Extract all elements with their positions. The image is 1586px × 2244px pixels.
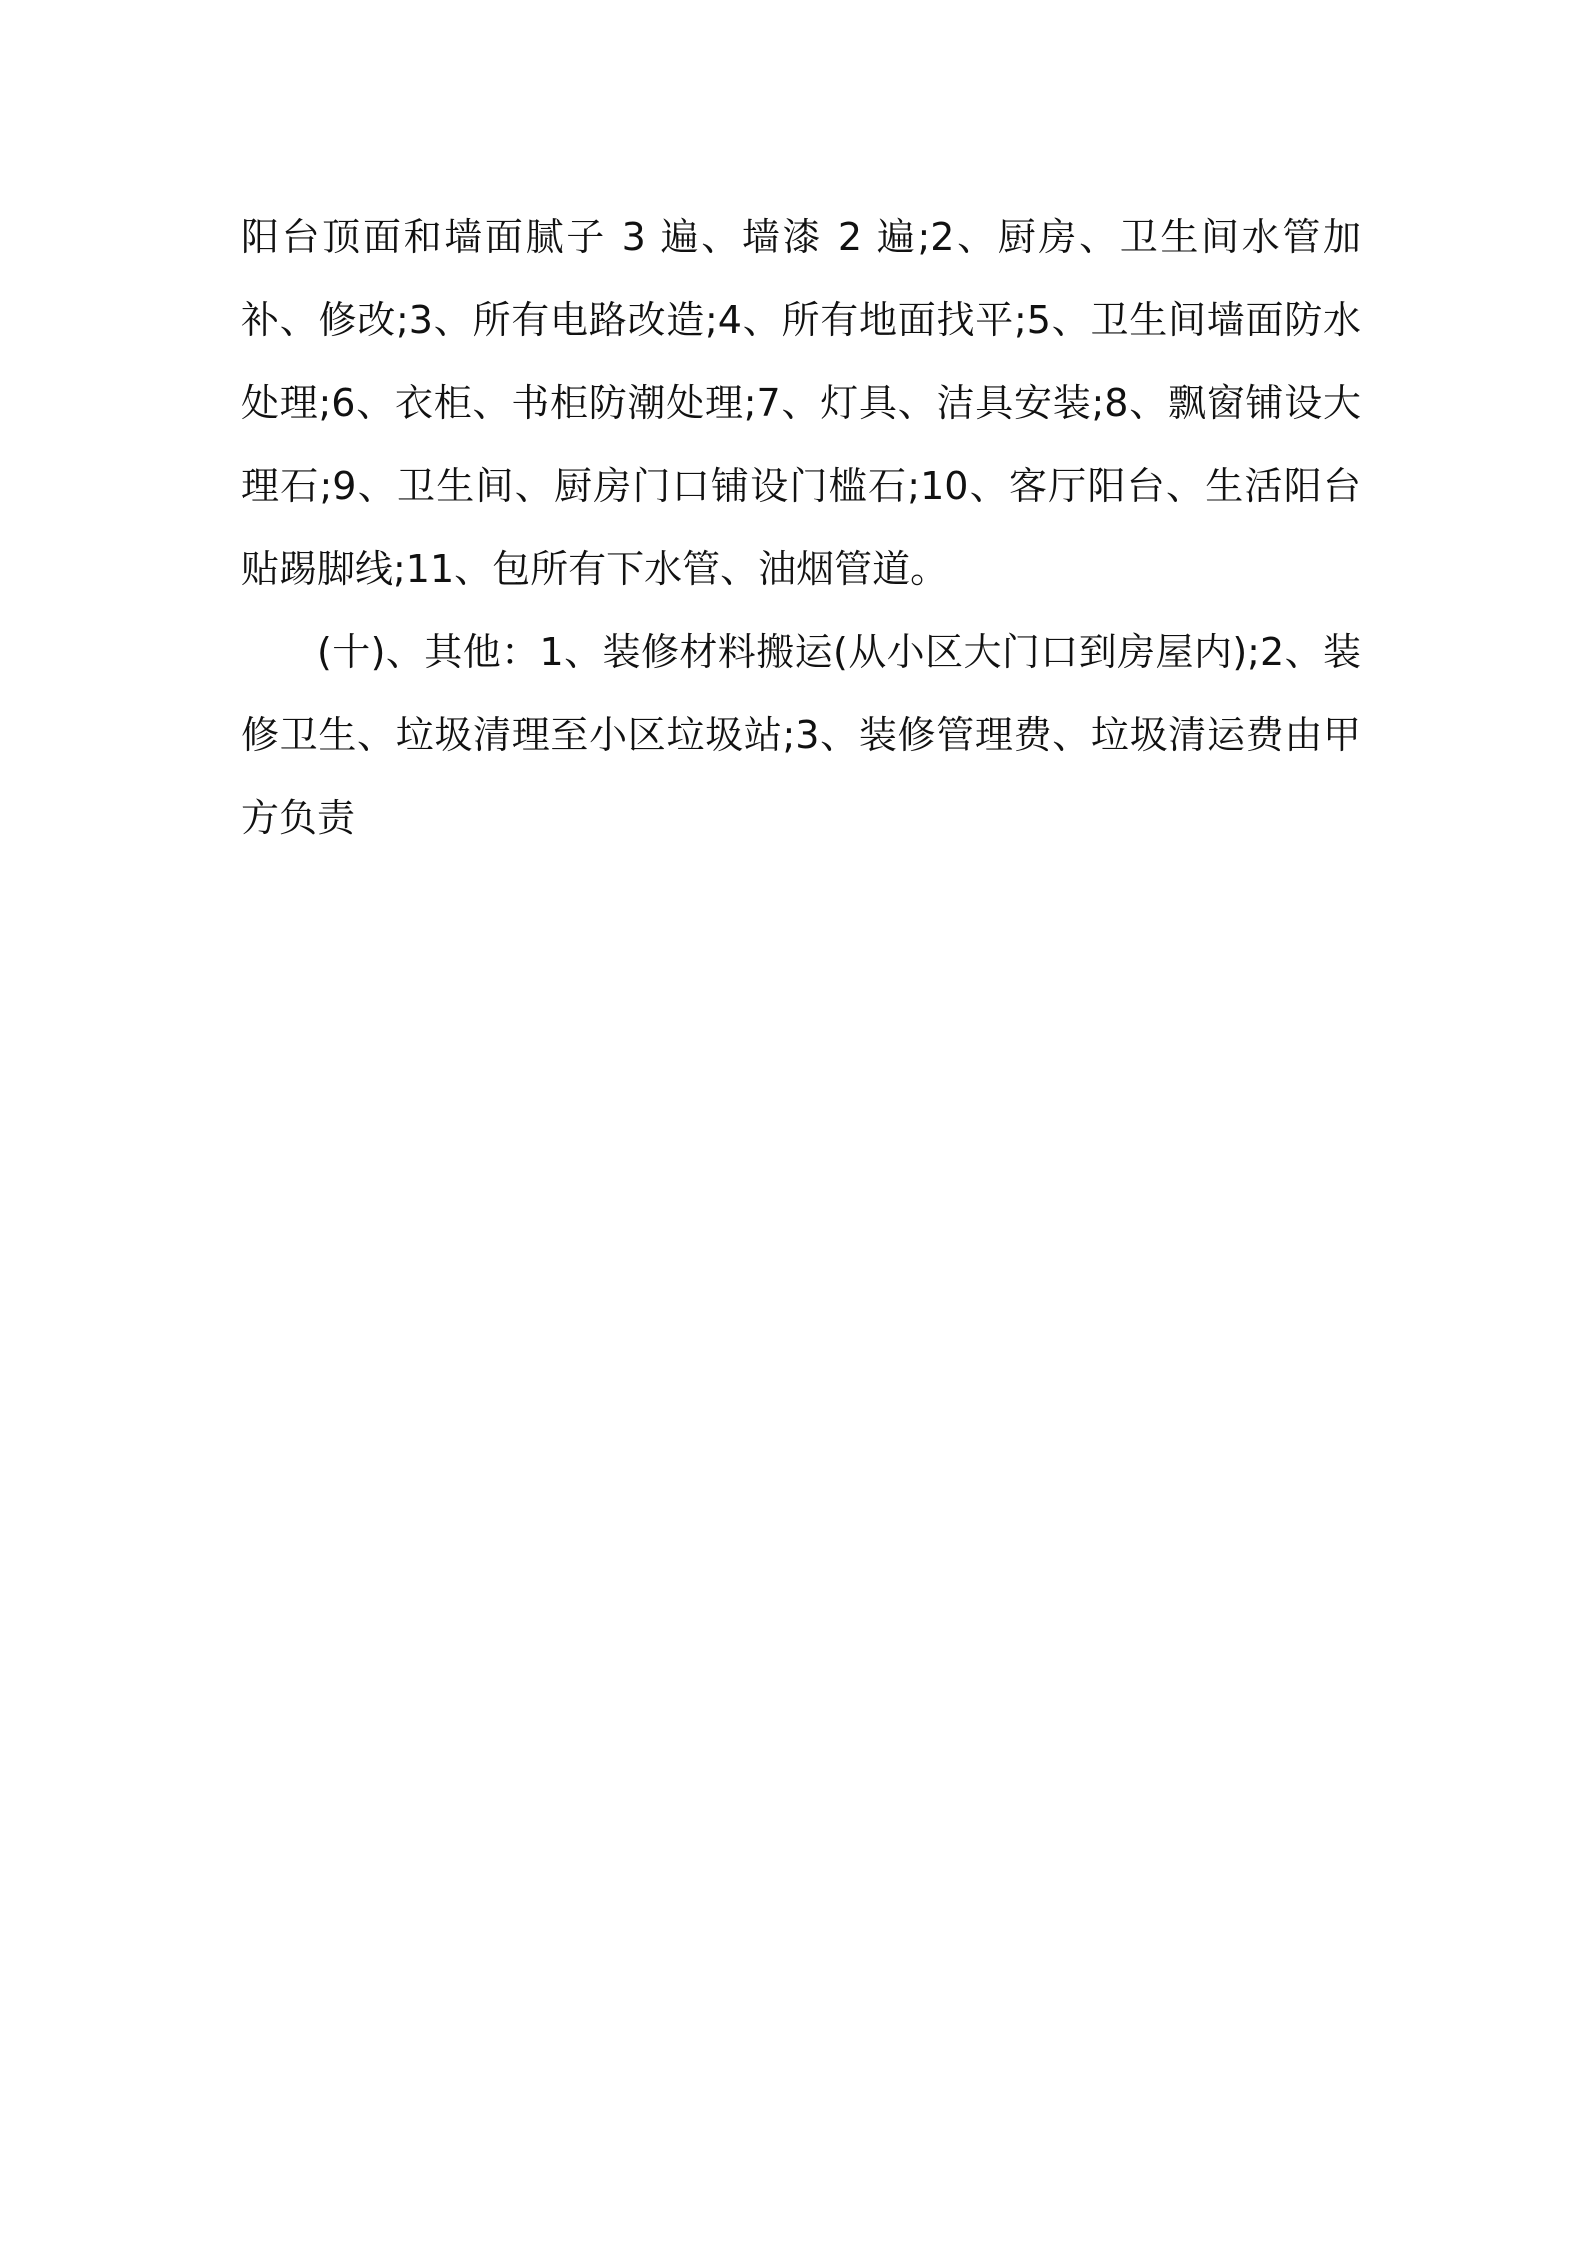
other-items-paragraph: (十)、其他：1、装修材料搬运(从小区大门口到房屋内);2、装修卫生、垃圾清理至小区垃圾站;3、装修管理费、垃圾清运费由甲方负责 xyxy=(241,630,1361,840)
renovation-items-paragraph: 阳台顶面和墙面腻子 3 遍、墙漆 2 遍;2、厨房、卫生间水管加补、修改;3、所有电路改造;4、所有地面找平;5、卫生间墙面防水处理;6、衣柜、书柜防潮处理;7、灯具、洁具安装;8、飘窗铺设大理石;9、卫生间、厨房门口铺设门槛石;10、客厅阳台、生活阳台贴踢脚线;11、包所有下水管、油烟管道。 xyxy=(241,215,1361,591)
document-body xyxy=(241,196,1361,860)
